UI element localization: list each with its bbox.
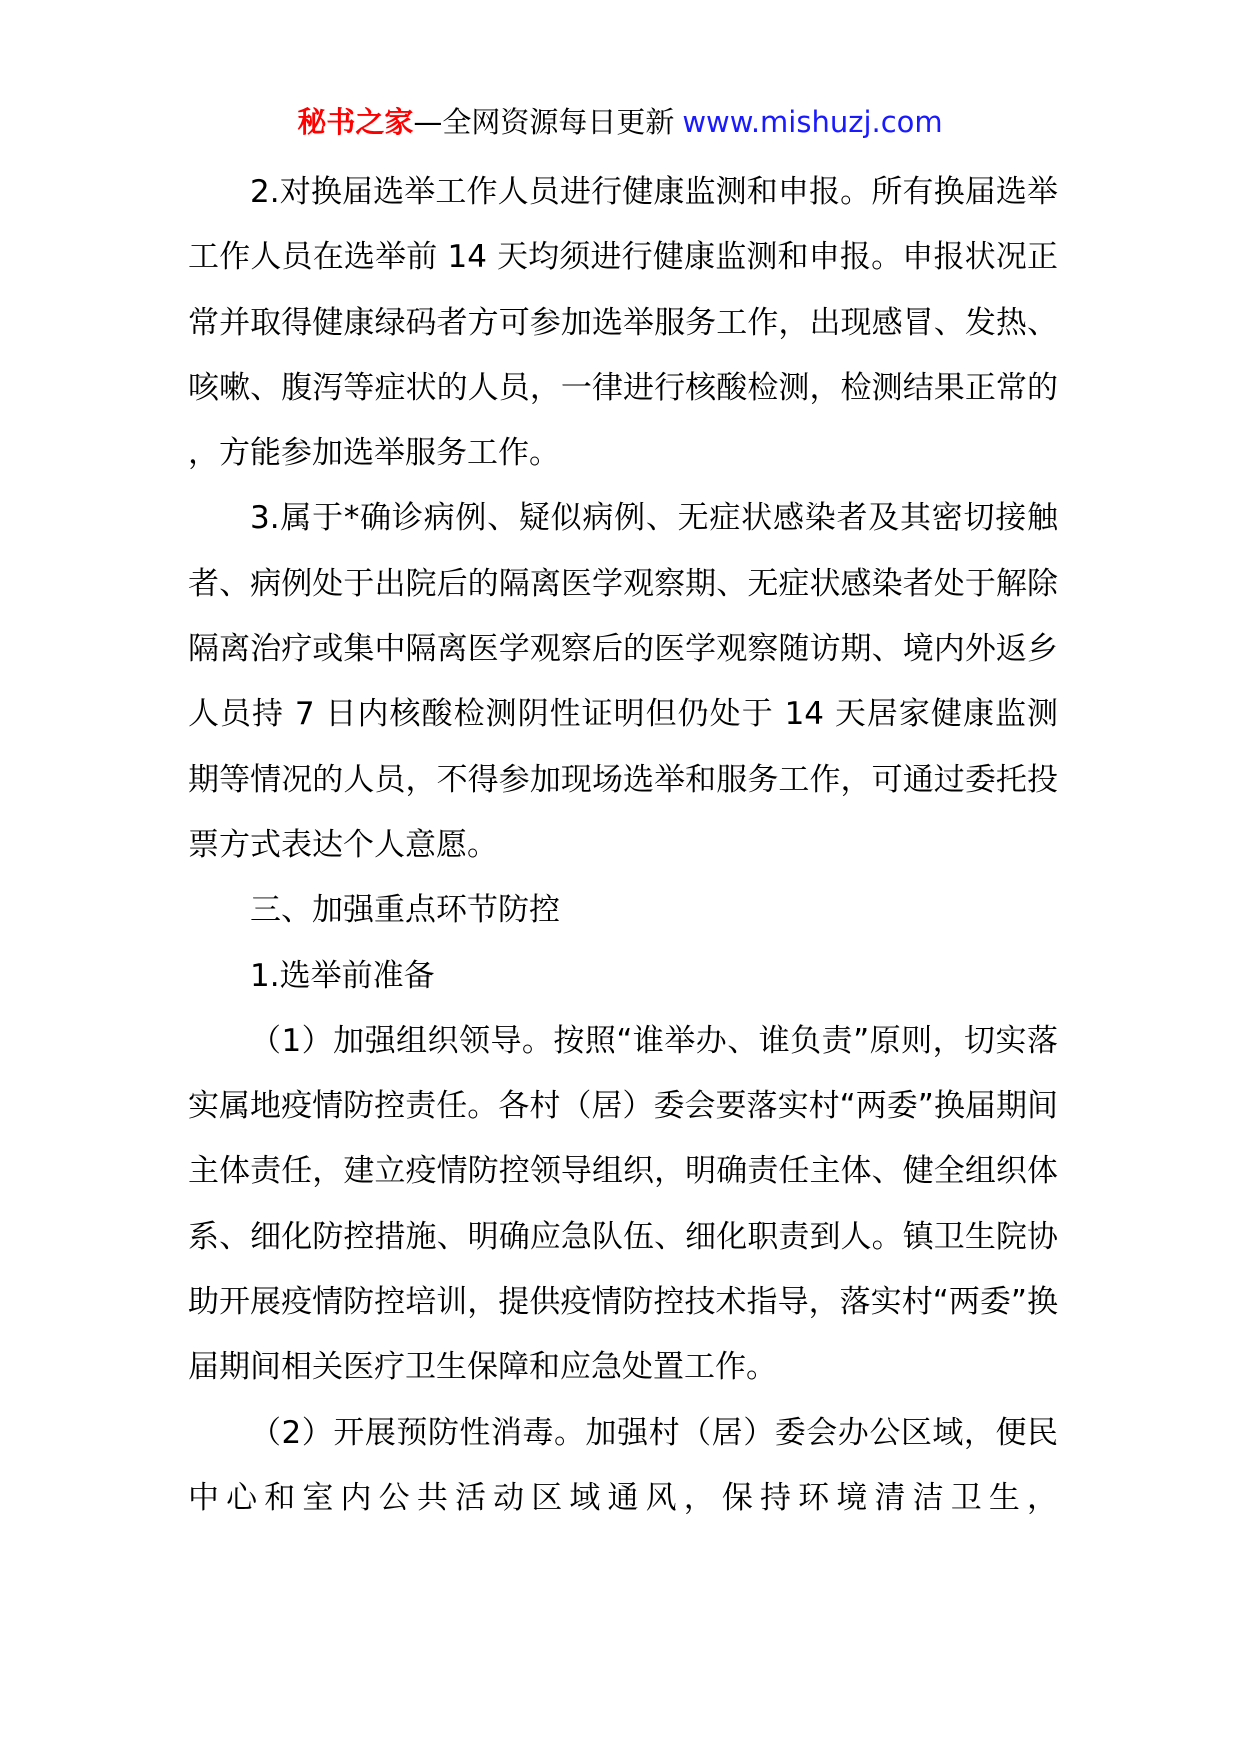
header-brand: 秘书之家 (297, 105, 414, 139)
paragraph-disinfection: （2）开展预防性消毒。加强村（居）委会办公区域，便民中心和室内公共活动区域通风，保持环境清洁卫生， (188, 1414, 1058, 1516)
section-heading-key-links: 三、加强重点环节防控 (250, 892, 560, 929)
paragraph-excluded-persons: 3.属于*确诊病例、疑似病例、无症状感染者及其密切接触者、病例处于出院后的隔离医学观察期、无症状感染者处于解除隔离治疗或集中隔离医学观察后的医学观察随访期、境内外返乡人员持 7 日内核酸检测阴性证明但仍处于 14 天居家健康监测期等情况的人员，不得参加现场选举和服务工作，可通过委托投票方式表达个人意愿。 (188, 500, 1058, 863)
header-slogan: —全网资源每日更新 (413, 105, 675, 139)
page-header (0, 102, 1240, 142)
header-url-link[interactable]: www.mishuzj.com (682, 105, 943, 139)
paragraph-health-monitoring: 2.对换届选举工作人员进行健康监测和申报。所有换届选举工作人员在选举前 14 天均须进行健康监测和申报。申报状况正常并取得健康绿码者方可参加选举服务工作，出现感冒、发热、咳嗽、腹泻等症状的人员，一律进行核酸检测，检测结果正常的，方能参加选举服务工作。 (188, 174, 1058, 472)
subheading-pre-election: 1.选举前准备 (250, 957, 435, 994)
document-body (188, 160, 1058, 1531)
paragraph-organization-leadership: （1）加强组织领导。按照“谁举办、谁负责”原则，切实落实属地疫情防控责任。各村（居）委会要落实村“两委”换届期间主体责任，建立疫情防控领导组织，明确责任主体、健全组织体系、细化防控措施、明确应急队伍、细化职责到人。镇卫生院协助开展疫情防控培训，提供疫情防控技术指导，落实村“两委”换届期间相关医疗卫生保障和应急处置工作。 (188, 1022, 1058, 1386)
